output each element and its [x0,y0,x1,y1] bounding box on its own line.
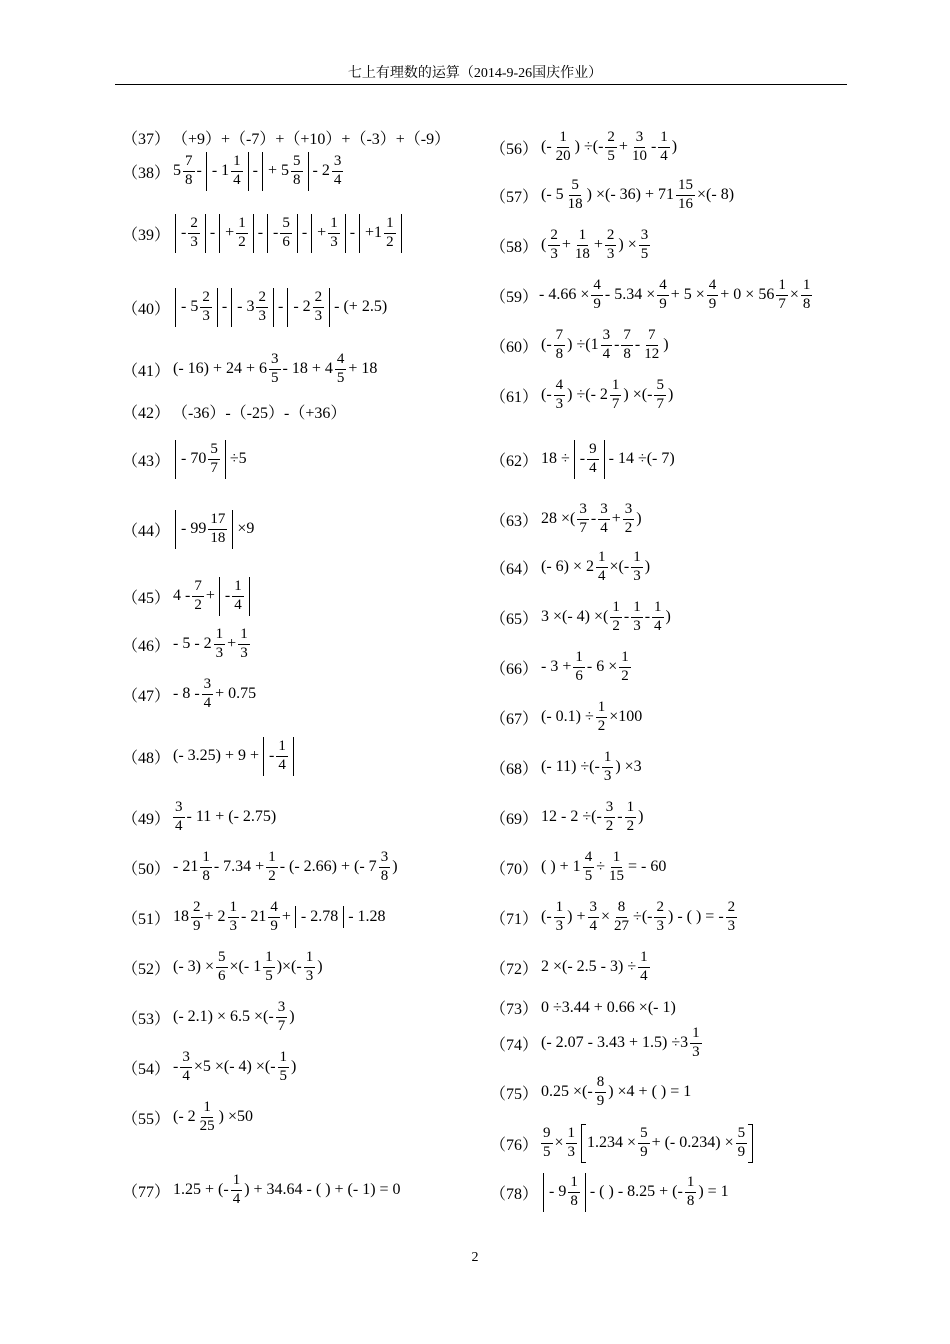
expression: $\frac{9}{5}$ × $\frac{1}{3}$ 1.234 × $\frac{5}{9}$ + (- 0.234) × $\frac{5}{9}$ [540,1124,756,1163]
problem-number: （52） [122,960,171,978]
expression: - $\frac{3}{4}$ ×5 ×(- 4) ×(- $\frac{1}{5}$ ) [173,1049,297,1084]
problem-37 [122,126,450,149]
problem-number: （78） [490,1185,539,1203]
problem-51 [122,900,387,935]
problem-39 [122,214,405,253]
expression: (- 0.1) ÷ $\frac{1}{2}$ ×100 [541,699,643,734]
problem-55 [122,1100,254,1135]
expression: (- 11) ÷(- $\frac{1}{3}$ ) ×3 [541,749,642,784]
problem-number: （40） [122,300,171,318]
expression: - 4.66 × $\frac{4}{9}$ - 5.34 × $\frac{4}{9}$ + 5 × $\frac{4}{9}$ + 0 × 56 $\frac{1}{7}$ × $\frac{1}{8}$ [539,277,811,312]
problem-number: （71） [490,910,539,928]
problem-76 [490,1124,756,1163]
problem-47 [122,677,257,712]
problem-74 [490,1026,703,1061]
expression: - 8 - $\frac{3}{4}$ + 0.75 [173,676,257,711]
problem-number: （49） [122,810,171,828]
absolute-value: + 5 $\frac{5}{8}$ [262,152,309,191]
problem-59 [490,278,813,313]
problem-65 [490,600,672,635]
expression: (- 2.07 - 3.43 + 1.5) ÷3 $\frac{1}{3}$ [541,1025,700,1060]
expression: (- 2 $\frac{1}{25}$ ) ×50 [173,1099,254,1134]
expression: (- 16) + 24 + 6 $\frac{3}{5}$ - 18 + 4 $\frac{4}{5}$ + 18 [173,351,378,386]
expression: 3 ×(- 4) ×( $\frac{1}{2}$ - $\frac{1}{3}$ - $\frac{1}{4}$ ) [541,599,671,634]
problem-78 [490,1173,730,1212]
problem-57 [490,178,735,213]
problem-64 [490,550,651,585]
expression: - 21 $\frac{1}{8}$ - 7.34 + $\frac{1}{2}$ - (- 2.66) + (- 7 $\frac{3}{8}$ ) [173,849,398,884]
problem-38 [122,152,344,191]
problem-48 [122,737,297,776]
expression: 12 - 2 ÷(- $\frac{3}{2}$ - $\frac{1}{2}$ ) [541,799,644,834]
expression: ( $\frac{2}{3}$ + $\frac{1}{18}$ + $\frac{2}{3}$ ) × $\frac{3}{5}$ [541,227,649,262]
problem-number: （38） [122,164,171,182]
expression: 0.25 ×(- $\frac{8}{9}$ ) ×4 + ( ) = 1 [541,1074,692,1109]
problem-45 [122,577,253,616]
problem-number: （65） [490,610,539,628]
problem-58 [490,228,651,263]
problem-number: （45） [122,589,171,607]
problem-44 [122,510,255,549]
expression: 18 $\frac{2}{9}$ + 2 $\frac{1}{3}$ - 21 $\frac{4}{9}$ + - 2.78 - 1.28 [173,899,386,934]
problem-number: （75） [490,1085,539,1103]
expression: 28 ×( $\frac{3}{7}$ - $\frac{3}{4}$ + $\frac{3}{2}$ ) [541,501,642,536]
problem-number: （51） [122,910,171,928]
expression: 5 $\frac{7}{8}$ - - 1 $\frac{1}{4}$ - + 5 $\frac{5}{8}$ - 2 $\frac{3}{4}$ [172,152,344,191]
problem-69 [490,800,644,835]
problem-41 [122,352,378,387]
expression: (- $\frac{1}{20}$ ) ÷(- $\frac{2}{5}$ + $\frac{3}{10}$ - $\frac{1}{4}$ ) [541,129,678,164]
expression: - 5 $\frac{2}{3}$ - - 3 $\frac{2}{3}$ - - 2 $\frac{2}{3}$ - (+ 2.5) [172,288,388,327]
problem-number: （68） [490,760,539,778]
problem-53 [122,1000,296,1035]
problem-67 [490,700,643,735]
problem-number: （39） [122,226,171,244]
problem-52 [122,950,324,985]
problem-50 [122,850,399,885]
problem-number: （58） [490,238,539,256]
expression: (- 3.25) + 9 + - $\frac{1}{4}$ [172,737,297,776]
expression: - 9 $\frac{1}{8}$ - ( ) - 8.25 + (- $\frac{1}{8}$ ) = 1 [540,1173,730,1212]
fraction: $\frac{7}{8}$ [185,153,193,188]
problem-number: （61） [490,388,539,406]
expression: 18 ÷ - $\frac{9}{4}$ - 14 ÷(- 7) [540,440,676,479]
problem-number: （59） [490,288,539,306]
problem-63 [490,502,643,537]
problem-70 [490,850,667,885]
problem-42 [122,400,346,423]
page-header: 七上有理数的运算（2014-9-26国庆作业） [347,66,603,81]
problem-66 [490,650,632,685]
problem-number: （41） [122,362,171,380]
problem-number: （46） [122,637,171,655]
problem-number: （54） [122,1060,171,1078]
expression: (- $\frac{1}{3}$ ) + $\frac{3}{4}$ × $\frac{8}{27}$ ÷(- $\frac{2}{3}$ ) - ( ) = - $\frac{2}{3}$ [541,899,736,934]
problem-number: （53） [122,1010,171,1028]
problem-40 [122,288,388,327]
square-bracket-group: 1.234 × $\frac{5}{9}$ + (- 0.234) × $\frac{5}{9}$ [581,1124,753,1163]
problem-72 [490,950,651,985]
problem-43 [122,440,248,479]
problem-number: （64） [490,560,539,578]
problem-number: （63） [490,512,539,530]
problem-75 [490,1075,692,1110]
problem-number: （55） [122,1110,171,1128]
problem-number: （66） [490,660,539,678]
problem-number: （42） [122,405,171,422]
expression: 4 - $\frac{7}{2}$ + - $\frac{1}{4}$ [172,577,253,616]
expression: 0 ÷3.44 + 0.66 ×(- 1) [541,998,676,1016]
expression: - $\frac{2}{3}$ - + $\frac{1}{2}$ - - $\frac{5}{6}$ - + $\frac{1}{3}$ - +1 $\frac{1}{2}$ [172,214,405,253]
problem-number: （57） [490,188,539,206]
expression: (- 3) × $\frac{5}{6}$ ×(- 1 $\frac{1}{5}$ )×(- $\frac{1}{3}$ ) [173,949,323,984]
expression: - 70 $\frac{5}{7}$ ÷5 [172,440,248,479]
expression: (- $\frac{4}{3}$ ) ÷(- 2 $\frac{1}{7}$ ) ×(- $\frac{5}{7}$ ) [541,377,674,412]
problem-number: （67） [490,710,539,728]
problem-number: （62） [490,452,539,470]
expression: （+9）+（-7）+（+10）+（-3）+（-9） [172,131,451,148]
problem-62 [490,440,676,479]
problem-77 [122,1173,402,1208]
problem-number: （74） [490,1036,539,1054]
problem-number: （76） [490,1136,539,1154]
problem-number: （77） [122,1183,171,1201]
problem-46 [122,627,251,662]
expression: (- 6) × 2 $\frac{1}{4}$ ×(- $\frac{1}{3}$ ) [541,549,651,584]
problem-number: （43） [122,452,171,470]
expression: - 5 - 2 $\frac{1}{3}$ + $\frac{1}{3}$ [173,626,248,661]
problem-number: （69） [490,810,539,828]
problem-60 [490,328,670,363]
problem-number: （47） [122,687,171,705]
expression: $\frac{3}{4}$ - 11 + (- 2.75) [175,799,277,834]
problem-71 [490,900,738,935]
problem-68 [490,750,643,785]
problem-73 [490,996,677,1019]
header-rule [115,84,847,85]
problem-number: （50） [122,860,171,878]
problem-number: （60） [490,338,539,356]
expression: （-36）-（-25）-（+36） [172,405,347,422]
expression: - 99 $\frac{17}{18}$ ×9 [172,510,255,549]
expression: (- 2.1) × 6.5 ×(- $\frac{3}{7}$ ) [173,999,295,1034]
expression: - 3 + $\frac{1}{6}$ - 6 × $\frac{1}{2}$ [541,649,629,684]
problem-number: （44） [122,522,171,540]
problem-56 [490,130,678,165]
expression: 1.25 + (- $\frac{1}{4}$ ) + 34.64 - ( ) + (- 1) = 0 [173,1172,401,1207]
problem-number: （37） [122,131,171,148]
problem-number: （70） [490,860,539,878]
expression: (- 5 $\frac{5}{18}$ ) ×(- 36) + 71 $\frac{15}{16}$ ×(- 8) [541,177,735,212]
expression: (- $\frac{7}{8}$ ) ÷(1 $\frac{3}{4}$ - $\frac{7}{8}$ - $\frac{7}{12}$ ) [541,327,669,362]
absolute-value: - 1 $\frac{1}{4}$ [206,152,249,191]
problem-54 [122,1050,297,1085]
problem-49 [122,800,277,835]
expression: 2 ×(- 2.5 - 3) ÷ $\frac{1}{4}$ [541,949,648,984]
problem-61 [490,378,674,413]
problem-number: （48） [122,749,171,767]
problem-number: （73） [490,1001,539,1018]
problem-number: （56） [490,140,539,158]
page-number: 2 [471,1250,479,1265]
expression: ( ) + 1 $\frac{4}{5}$ ÷ $\frac{1}{15}$ = - 60 [541,849,667,884]
problem-number: （72） [490,960,539,978]
